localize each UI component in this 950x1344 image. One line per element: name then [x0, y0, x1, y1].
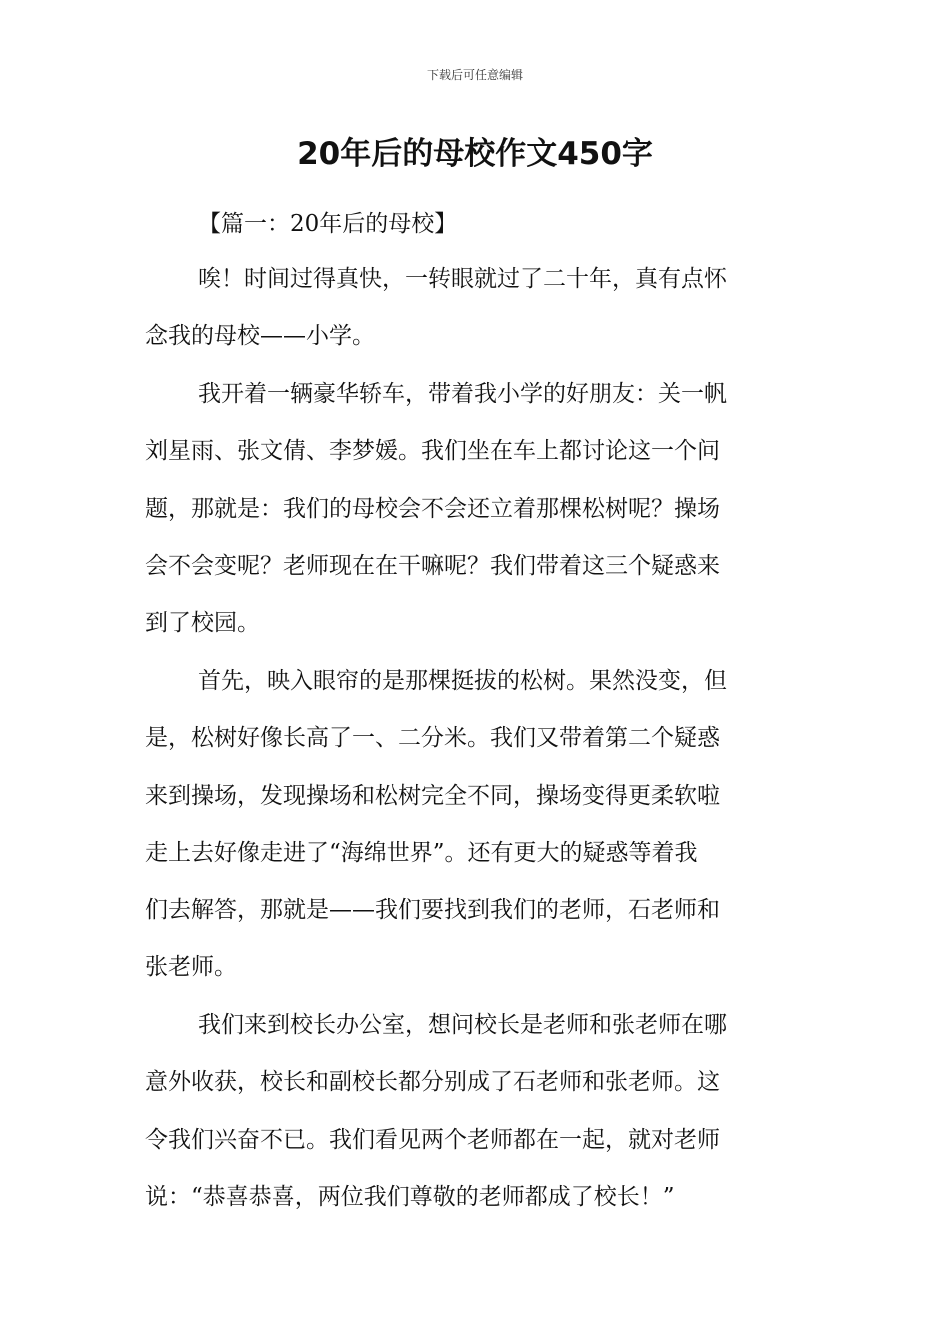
paragraph-4: [145, 997, 805, 1226]
section-heading: 【篇一：20年后的母校】: [198, 211, 458, 237]
paragraph-line: 到了校园。: [145, 610, 260, 637]
paragraph-line: 题，那就是：我们的母校会不会还立着那棵松树呢？操场: [145, 495, 720, 522]
paragraph-line: 我们来到校长办公室，想问校长是老师和张老师在哪: [198, 1012, 727, 1038]
paragraph-line: 张老师。: [145, 954, 237, 981]
paragraph-line: 来到操场，发现操场和松树完全不同，操场变得更柔软啦: [145, 782, 720, 809]
paragraph-line: 唉！时间过得真快，一转眼就过了二十年，真有点怀: [198, 266, 727, 292]
header-note: 下载后可任意编辑: [426, 68, 523, 82]
paragraph-line: 意外收获，校长和副校长都分别成了石老师和张老师。这: [145, 1069, 720, 1096]
paragraph-3: [145, 653, 805, 997]
document-title: 20年后的母校作文450字: [297, 136, 653, 172]
paragraph-1: [145, 251, 805, 366]
paragraph-line: 首先，映入眼帘的是那棵挺拔的松树。果然没变，但: [198, 668, 727, 694]
paragraph-line: 会不会变呢？老师现在在干嘛呢？我们带着这三个疑惑来: [145, 552, 720, 579]
paragraph-2: [145, 366, 805, 652]
paragraph-line: 是，松树好像长高了一、二分米。我们又带着第二个疑惑: [145, 725, 720, 752]
paragraph-line: 刘星雨、张文倩、李梦媛。我们坐在车上都讨论这一个问: [145, 438, 720, 465]
paragraph-line: 令我们兴奋不已。我们看见两个老师都在一起，就对老师: [145, 1126, 720, 1153]
paragraph-line: 走上去好像走进了“海绵世界”。还有更大的疑惑等着我: [145, 839, 698, 866]
paragraph-line: 说：“恭喜恭喜，两位我们尊敬的老师都成了校长！”: [145, 1183, 675, 1210]
paragraph-line: 念我的母校——小学。: [145, 323, 375, 350]
paragraph-line: 们去解答，那就是——我们要找到我们的老师，石老师和: [145, 897, 720, 924]
paragraph-line: 我开着一辆豪华轿车，带着我小学的好朋友：关一帆: [198, 381, 727, 407]
